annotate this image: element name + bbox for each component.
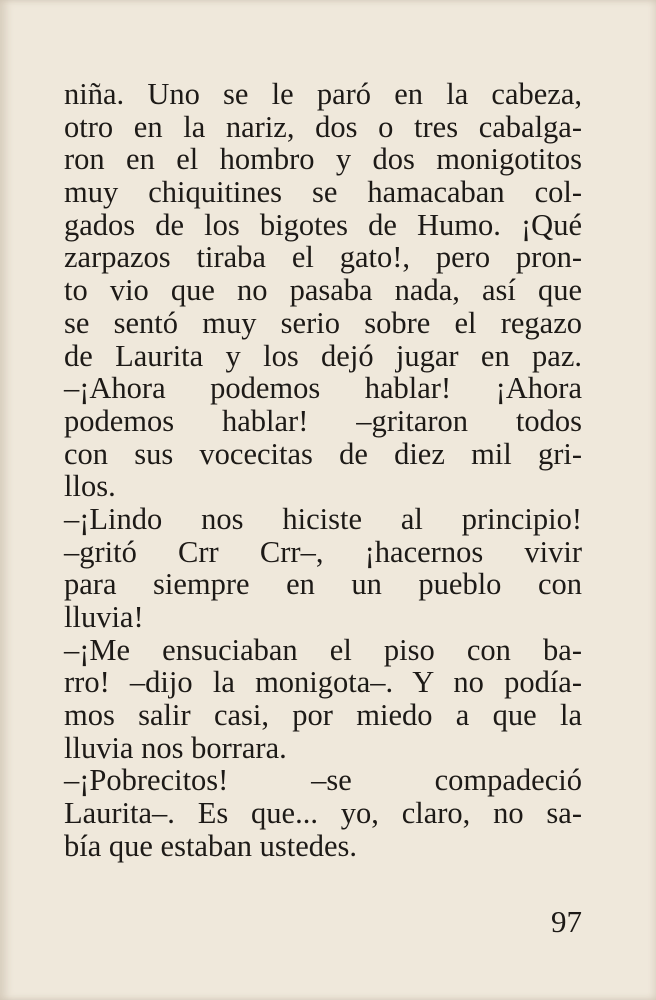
text-line-21: lluvia nos borrara. — [64, 730, 287, 765]
text-line-5: gados de los bigotes de Humo. ¡Qué — [64, 207, 582, 242]
text-line-12: con sus vocecitas de diez mil gri- — [64, 436, 582, 471]
text-line-4: muy chiquitines se hamacaban col- — [64, 175, 582, 210]
text-line-22: –¡Pobrecitos! –se compadeció — [64, 763, 582, 798]
text-line-15: –gritó Crr Crr–, ¡hacernos vivir — [64, 534, 582, 569]
text-line-20: mos salir casi, por miedo a que la — [64, 698, 582, 733]
body-text — [64, 78, 582, 863]
text-line-14: –¡Lindo nos hiciste al principio! — [64, 501, 582, 536]
text-line-9: de Laurita y los dejó jugar en paz. — [64, 338, 582, 373]
text-line-2: otro en la nariz, dos o tres cabalga- — [64, 109, 582, 144]
text-line-23: Laurita–. Es que... yo, claro, no sa- — [64, 796, 582, 831]
text-line-13: llos. — [64, 469, 116, 504]
text-line-18: –¡Me ensuciaban el piso con ba- — [64, 632, 582, 667]
page-number: 97 — [551, 904, 582, 939]
text-line-7: to vio que no pasaba nada, así que — [64, 273, 582, 308]
text-line-17: lluvia! — [64, 600, 144, 634]
text-line-24: bía que estaban ustedes. — [64, 828, 358, 863]
text-line-1: niña. Uno se le paró en la cabeza, — [64, 77, 582, 111]
text-line-3: ron en el hombro y dos monigotitos — [64, 142, 582, 177]
text-line-10: –¡Ahora podemos hablar! ¡Ahora — [64, 371, 582, 406]
text-line-6: zarpazos tiraba el gato!, pero pron- — [64, 240, 582, 275]
text-line-16: para siempre en un pueblo con — [64, 567, 582, 602]
text-line-11: podemos hablar! –gritaron todos — [64, 403, 582, 438]
text-line-8: se sentó muy serio sobre el regazo — [64, 305, 582, 340]
text-line-19: rro! –dijo la monigota–. Y no podía- — [64, 665, 582, 700]
